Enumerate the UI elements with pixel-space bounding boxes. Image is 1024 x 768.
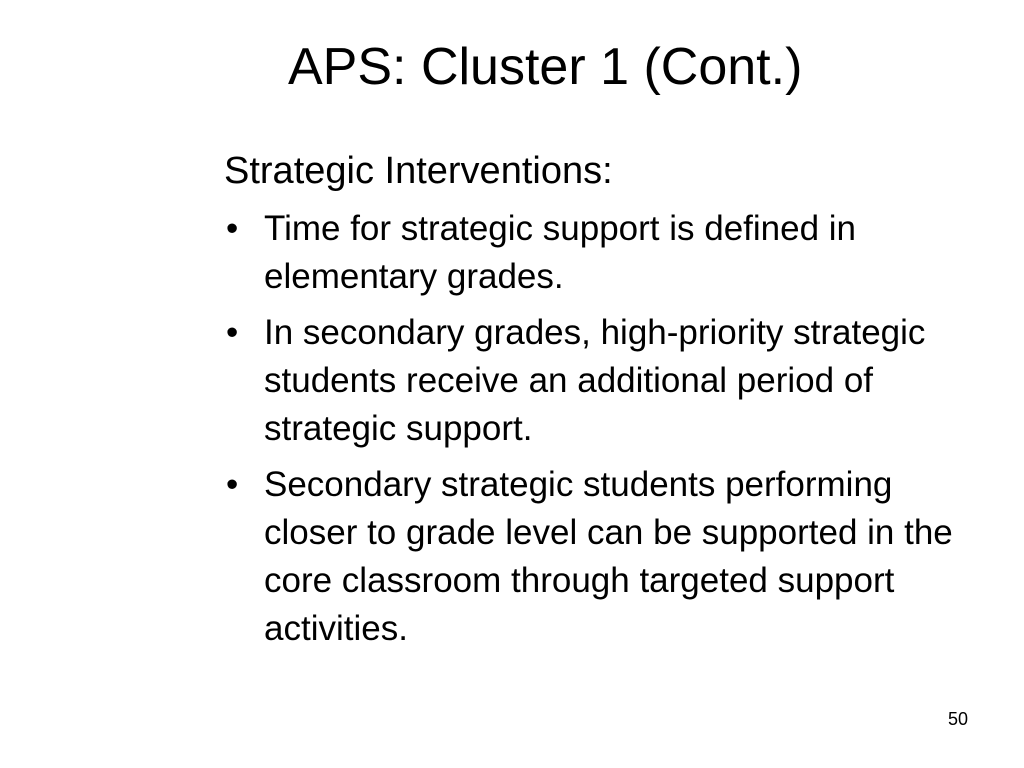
page-number: 50 — [948, 709, 969, 729]
bullet-list — [224, 205, 964, 653]
slide-content — [224, 147, 964, 661]
bullet-text: Time for strategic support is defined in elementary grades. — [264, 209, 857, 296]
bullet-item — [224, 461, 964, 653]
bullet-item — [224, 205, 964, 301]
bullet-dot-icon: • — [226, 209, 239, 248]
bullet-text: In secondary grades, high-priority strategic students receive an additional period of strategic support. — [264, 313, 926, 448]
section-heading: Strategic Interventions: — [224, 150, 613, 192]
slide-title: APS: Cluster 1 (Cont.) — [288, 38, 803, 96]
bullet-item — [224, 309, 964, 453]
bullet-dot-icon: • — [226, 313, 239, 352]
bullet-dot-icon: • — [226, 465, 239, 504]
bullet-text: Secondary strategic students performing closer to grade level can be supported in the core classroom through targeted support activities. — [264, 465, 953, 648]
